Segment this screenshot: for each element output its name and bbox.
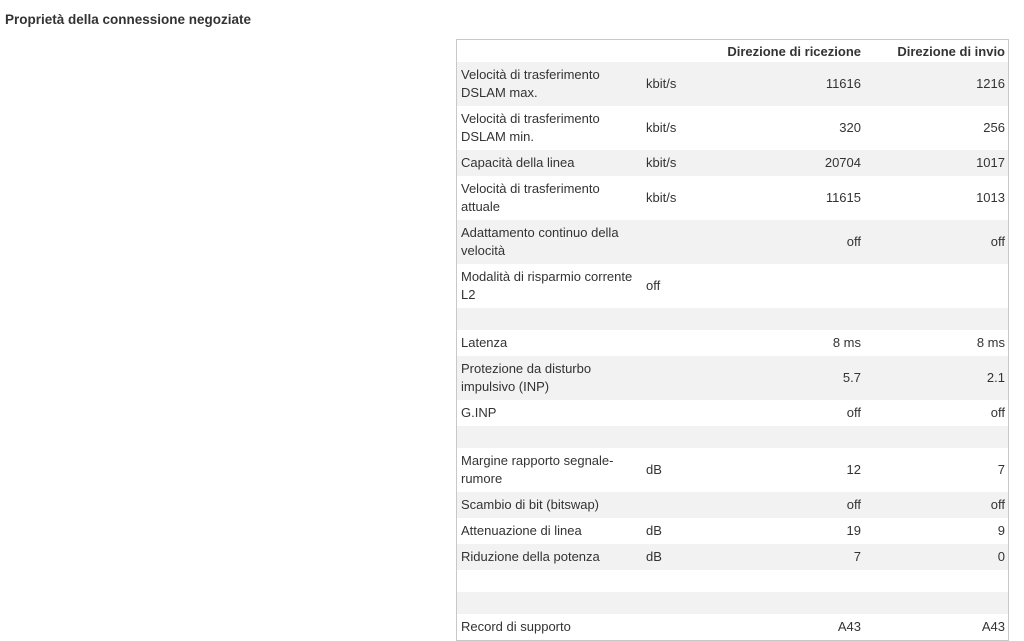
row-send-value: 7: [864, 448, 1008, 492]
row-unit: [642, 356, 692, 400]
table-row: [457, 220, 1008, 264]
row-receive-value: off: [692, 220, 864, 264]
row-unit: [642, 330, 692, 356]
table-row-spacer: [457, 426, 1008, 448]
row-unit: [642, 592, 692, 614]
row-unit: dB: [642, 518, 692, 544]
row-send-value: A43: [864, 614, 1008, 640]
table-row: [457, 150, 1008, 176]
row-label: Modalità di risparmio corrente L2: [457, 264, 642, 308]
table-row: [457, 448, 1008, 492]
table-row: [457, 106, 1008, 150]
row-send-value: [864, 426, 1008, 448]
table-row-spacer: [457, 570, 1008, 592]
row-unit: kbit/s: [642, 150, 692, 176]
row-unit: kbit/s: [642, 62, 692, 106]
row-send-value: [864, 570, 1008, 592]
row-label: [457, 308, 642, 330]
row-label: Capacità della linea: [457, 150, 642, 176]
row-unit: dB: [642, 448, 692, 492]
table-row: [457, 518, 1008, 544]
header-label: [457, 40, 642, 62]
row-send-value: 1216: [864, 62, 1008, 106]
table-row: [457, 176, 1008, 220]
row-unit: off: [642, 264, 692, 308]
row-label: Velocità di trasferimento attuale: [457, 176, 642, 220]
table-row: [457, 264, 1008, 308]
row-label: [457, 592, 642, 614]
row-label: Velocità di trasferimento DSLAM min.: [457, 106, 642, 150]
row-receive-value: 11616: [692, 62, 864, 106]
row-label: Velocità di trasferimento DSLAM max.: [457, 62, 642, 106]
row-send-value: off: [864, 400, 1008, 426]
row-receive-value: 12: [692, 448, 864, 492]
row-label: G.INP: [457, 400, 642, 426]
row-send-value: [864, 308, 1008, 330]
row-label: Margine rapporto segnale-rumore: [457, 448, 642, 492]
row-receive-value: [692, 426, 864, 448]
table-row: [457, 614, 1008, 640]
row-label: [457, 426, 642, 448]
row-label: Latenza: [457, 330, 642, 356]
row-unit: dB: [642, 544, 692, 570]
row-unit: [642, 400, 692, 426]
row-label: Adattamento continuo della velocità: [457, 220, 642, 264]
row-send-value: 1017: [864, 150, 1008, 176]
row-label: Record di supporto: [457, 614, 642, 640]
row-label: Attenuazione di linea: [457, 518, 642, 544]
row-send-value: [864, 264, 1008, 308]
row-receive-value: [692, 264, 864, 308]
section-title: Proprietà della connessione negoziate: [5, 12, 252, 27]
row-receive-value: [692, 308, 864, 330]
row-send-value: off: [864, 492, 1008, 518]
table-row: [457, 62, 1008, 106]
row-receive-value: [692, 570, 864, 592]
row-receive-value: 5.7: [692, 356, 864, 400]
row-receive-value: 20704: [692, 150, 864, 176]
row-unit: [642, 220, 692, 264]
header-send-direction: Direzione di invio: [864, 40, 1008, 62]
row-receive-value: off: [692, 400, 864, 426]
row-unit: [642, 570, 692, 592]
row-send-value: 0: [864, 544, 1008, 570]
row-label: Protezione da disturbo impulsivo (INP): [457, 356, 642, 400]
table-row: [457, 356, 1008, 400]
table-row: [457, 492, 1008, 518]
row-receive-value: 19: [692, 518, 864, 544]
row-unit: [642, 492, 692, 518]
row-receive-value: 11615: [692, 176, 864, 220]
row-unit: kbit/s: [642, 106, 692, 150]
row-send-value: 9: [864, 518, 1008, 544]
row-label: [457, 570, 642, 592]
row-unit: [642, 308, 692, 330]
header-receive-direction: Direzione di ricezione: [692, 40, 864, 62]
row-receive-value: 8 ms: [692, 330, 864, 356]
table-row: [457, 400, 1008, 426]
row-receive-value: 7: [692, 544, 864, 570]
header-unit: [642, 40, 692, 62]
connection-properties-table: [456, 39, 1009, 641]
row-send-value: 256: [864, 106, 1008, 150]
table-row: [457, 544, 1008, 570]
row-receive-value: A43: [692, 614, 864, 640]
row-receive-value: [692, 592, 864, 614]
table-row: [457, 330, 1008, 356]
row-send-value: 1013: [864, 176, 1008, 220]
table-row-spacer: [457, 308, 1008, 330]
row-receive-value: off: [692, 492, 864, 518]
row-send-value: [864, 592, 1008, 614]
row-send-value: off: [864, 220, 1008, 264]
row-label: Scambio di bit (bitswap): [457, 492, 642, 518]
row-send-value: 8 ms: [864, 330, 1008, 356]
row-label: Riduzione della potenza: [457, 544, 642, 570]
row-unit: [642, 614, 692, 640]
row-receive-value: 320: [692, 106, 864, 150]
row-unit: [642, 426, 692, 448]
table-row-spacer: [457, 592, 1008, 614]
row-send-value: 2.1: [864, 356, 1008, 400]
table-header-row: [457, 40, 1008, 62]
row-unit: kbit/s: [642, 176, 692, 220]
